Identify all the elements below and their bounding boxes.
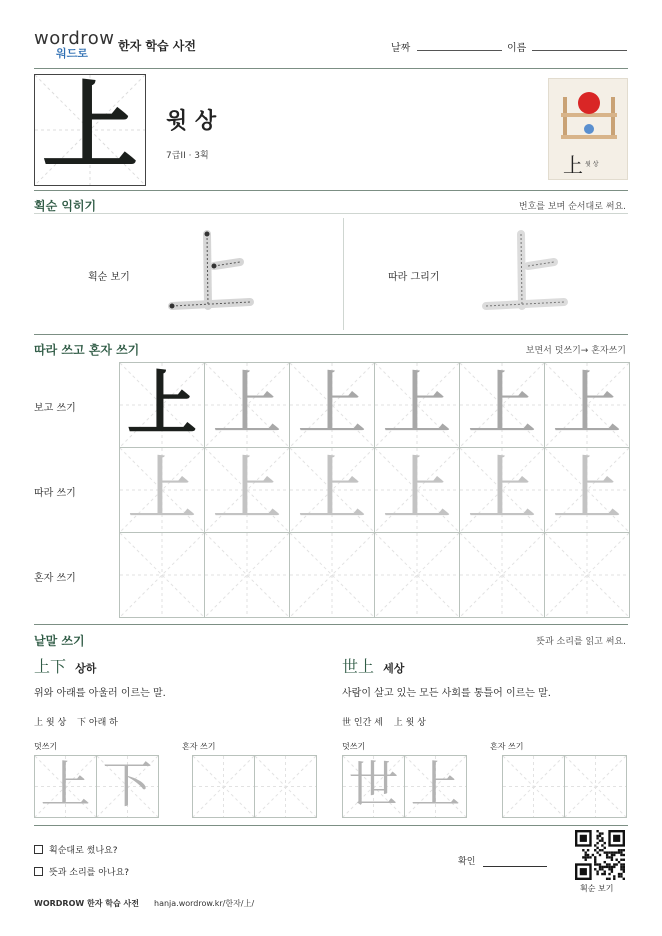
practice-cell-hanja: 上: [467, 363, 537, 445]
meaning-sound: 윗 상: [166, 109, 217, 134]
practice-cell-hanja: 上: [552, 448, 622, 530]
practice-cell[interactable]: [204, 532, 290, 618]
char-divider: [34, 190, 628, 191]
word-trace-hanja: 上: [40, 756, 91, 814]
practice-cell-hanja: 上: [212, 448, 282, 530]
word-trace-cell[interactable]: [34, 755, 97, 818]
word-solo-cell[interactable]: [502, 755, 565, 818]
practice-cell[interactable]: [119, 447, 205, 533]
word-trace-hanja: 上: [410, 756, 461, 814]
stroke-order-diagram: [162, 224, 258, 320]
word-2-char1: 世: [342, 718, 352, 728]
checkbox-icon[interactable]: [34, 845, 43, 854]
word-trace-cell[interactable]: [404, 755, 467, 818]
practice-cell[interactable]: [374, 447, 460, 533]
main-hanja-box: [34, 70, 146, 186]
footer-brand: WORDROW 한자 학습 사전: [34, 899, 139, 908]
words-section-hint: 뜻과 소리를 읽고 써요.: [536, 637, 626, 647]
qr-code-icon[interactable]: [575, 830, 625, 880]
name-field[interactable]: [532, 50, 627, 51]
word-2-reading: 세상: [383, 662, 405, 675]
checkbox-icon[interactable]: [34, 867, 43, 876]
word-1-solo-label: 혼자 쓰기: [182, 742, 216, 751]
words-divider: [34, 825, 628, 826]
row-label-trace: 따라 쓰기: [34, 488, 76, 499]
write-section-title: 따라 쓰고 혼자 쓰기: [34, 343, 140, 357]
stroke-section-title: 획순 익히기: [34, 199, 97, 213]
word-1-char2: 下: [77, 718, 87, 728]
practice-cell[interactable]: [459, 362, 545, 448]
practice-cell-hanja: 上: [382, 363, 452, 445]
row-label-see: 보고 쓰기: [34, 403, 76, 414]
word-1-meaning: 위와 아래를 아울러 이르는 말.: [34, 688, 166, 699]
check2-label: 뜻과 소리를 아나요?: [49, 868, 130, 878]
word-trace-cell[interactable]: [342, 755, 405, 818]
logo: [34, 30, 114, 70]
word-1-reading: 상하: [75, 662, 97, 675]
check-meaning-sound[interactable]: [34, 865, 129, 878]
practice-cell-hanja: 上: [297, 363, 367, 445]
word-trace-hanja: 世: [348, 756, 399, 814]
stroke-vdivider: [343, 218, 344, 330]
date-label: 날짜: [391, 43, 411, 54]
word-solo-cell[interactable]: [192, 755, 255, 818]
footer-url[interactable]: hanja.wordrow.kr/한자/上/: [154, 899, 255, 908]
logo-wordrow: wordrow: [34, 28, 115, 49]
illustration-card: [548, 78, 628, 180]
logo-korean: 워드로: [56, 47, 88, 60]
word-2-trace-label: 덧쓰기: [342, 742, 366, 751]
practice-cell-hanja: 上: [127, 448, 197, 530]
practice-cell-hanja: 上: [127, 362, 197, 445]
practice-cell[interactable]: [204, 362, 290, 448]
practice-cell[interactable]: [119, 362, 205, 448]
header-title: 한자 학습 사전: [118, 39, 196, 53]
row-label-solo: 혼자 쓰기: [34, 573, 76, 584]
practice-cell[interactable]: [459, 532, 545, 618]
stroke-trace-label: 따라 그리기: [388, 272, 440, 283]
word-2-char2-gloss: 윗 상: [405, 718, 426, 728]
header-divider: [34, 68, 628, 69]
illustration-hanja: 上: [563, 153, 583, 177]
word-trace-cell[interactable]: [96, 755, 159, 818]
word-1-char2-gloss: 아래 하: [88, 718, 118, 728]
words-section-title: 낱말 쓰기: [34, 634, 85, 648]
word-solo-cell[interactable]: [564, 755, 627, 818]
practice-cell[interactable]: [374, 532, 460, 618]
stroke-view-label: 획순 보기: [88, 272, 130, 283]
practice-cell-hanja: 上: [552, 363, 622, 445]
practice-cell-hanja: 上: [212, 363, 282, 445]
write-divider: [34, 624, 628, 625]
word-2-hanja: 世上: [342, 657, 375, 676]
stroke-trace-area[interactable]: [476, 224, 572, 320]
confirm-field[interactable]: [483, 866, 547, 867]
practice-cell[interactable]: [459, 447, 545, 533]
practice-cell-hanja: 上: [297, 448, 367, 530]
word-2-meaning: 사람이 살고 있는 모든 사회를 통틀어 이르는 말.: [342, 688, 551, 699]
practice-cell[interactable]: [289, 447, 375, 533]
practice-cell[interactable]: [119, 532, 205, 618]
practice-cell[interactable]: [289, 362, 375, 448]
practice-cell-hanja: 上: [382, 448, 452, 530]
word-solo-cell[interactable]: [254, 755, 317, 818]
word-2-char2: 上: [393, 718, 403, 728]
main-hanja: 上: [42, 70, 138, 183]
stroke-subline: [34, 213, 628, 214]
practice-cell[interactable]: [289, 532, 375, 618]
practice-cell[interactable]: [544, 447, 630, 533]
word-1-trace-label: 덧쓰기: [34, 742, 58, 751]
check1-label: 획순대로 썼나요?: [49, 846, 118, 856]
word-1-char1: 上: [34, 718, 44, 728]
level-strokes: 7급II · 3획: [166, 151, 209, 161]
stroke-section-hint: 번호를 보며 순서대로 써요.: [518, 202, 626, 212]
practice-cell[interactable]: [374, 362, 460, 448]
word-2-char1-gloss: 인간 세: [353, 718, 383, 728]
practice-cell[interactable]: [204, 447, 290, 533]
practice-cell[interactable]: [544, 362, 630, 448]
word-2-solo-label: 혼자 쓰기: [490, 742, 524, 751]
practice-cell-hanja: 上: [467, 448, 537, 530]
word-1-hanja: 上下: [34, 657, 67, 676]
check-stroke-order[interactable]: [34, 843, 118, 856]
word-trace-hanja: 下: [102, 756, 153, 814]
write-section-hint: 보면서 덧쓰기→ 혼자쓰기: [525, 346, 626, 356]
word-1-char1-gloss: 윗 상: [45, 718, 67, 728]
illustration-caption: 윗 상: [585, 161, 599, 168]
name-label: 이름: [507, 43, 527, 54]
stroke-divider: [34, 334, 628, 335]
practice-cell[interactable]: [544, 532, 630, 618]
date-field[interactable]: [417, 50, 502, 51]
confirm-label: 확인: [458, 857, 476, 867]
qr-label: 획순 보기: [580, 884, 614, 893]
